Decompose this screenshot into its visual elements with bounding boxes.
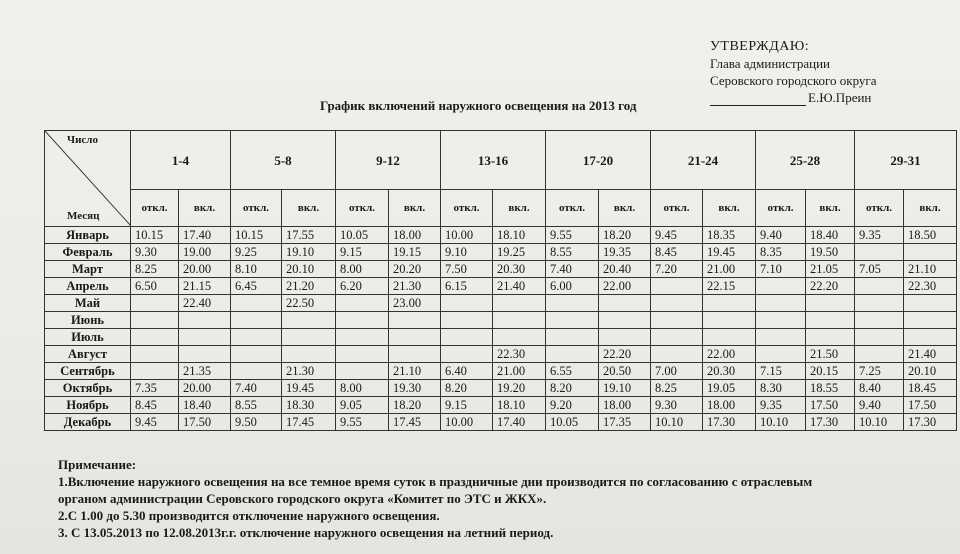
off-time-cell: 9.05: [336, 397, 389, 414]
period-header: 17-20: [546, 131, 651, 190]
table-header-row-periods: [45, 131, 957, 190]
on-time-cell: 22.00: [599, 278, 651, 295]
on-time-cell: [703, 312, 756, 329]
on-time-cell: [904, 295, 957, 312]
off-time-cell: 6.50: [131, 278, 179, 295]
month-cell: Август: [45, 346, 131, 363]
off-time-cell: [441, 295, 493, 312]
off-time-cell: 6.20: [336, 278, 389, 295]
off-time-cell: [756, 346, 806, 363]
approval-title: УТВЕРЖДАЮ:: [710, 39, 810, 54]
on-time-cell: 21.50: [806, 346, 855, 363]
off-time-cell: [546, 346, 599, 363]
off-time-cell: [441, 346, 493, 363]
off-time-cell: [855, 346, 904, 363]
on-header: вкл.: [703, 190, 756, 227]
on-time-cell: 18.50: [904, 227, 957, 244]
on-time-cell: 21.15: [179, 278, 231, 295]
on-time-cell: 19.10: [599, 380, 651, 397]
off-time-cell: 6.40: [441, 363, 493, 380]
off-time-cell: [855, 329, 904, 346]
on-time-cell: 20.10: [282, 261, 336, 278]
on-time-cell: [904, 244, 957, 261]
on-time-cell: 22.15: [703, 278, 756, 295]
off-time-cell: 8.00: [336, 380, 389, 397]
corner-label-day: Число: [67, 134, 98, 146]
on-time-cell: [904, 312, 957, 329]
off-time-cell: 10.00: [441, 227, 493, 244]
on-time-cell: 21.40: [493, 278, 546, 295]
off-time-cell: [131, 329, 179, 346]
table-row: [45, 329, 957, 346]
on-time-cell: 22.20: [599, 346, 651, 363]
off-time-cell: 9.45: [131, 414, 179, 431]
off-time-cell: [231, 329, 282, 346]
on-time-cell: [493, 329, 546, 346]
on-time-cell: 18.30: [282, 397, 336, 414]
signer-name: Е.Ю.Преин: [808, 90, 872, 105]
off-time-cell: 9.50: [231, 414, 282, 431]
off-header: откл.: [441, 190, 493, 227]
off-time-cell: [336, 295, 389, 312]
on-time-cell: 21.35: [179, 363, 231, 380]
off-time-cell: 8.20: [546, 380, 599, 397]
table-row: [45, 295, 957, 312]
month-cell: Февраль: [45, 244, 131, 261]
on-time-cell: 18.10: [493, 397, 546, 414]
on-time-cell: 21.10: [389, 363, 441, 380]
month-cell: Март: [45, 261, 131, 278]
off-time-cell: [651, 346, 703, 363]
off-time-cell: 8.40: [855, 380, 904, 397]
on-time-cell: 17.50: [179, 414, 231, 431]
off-time-cell: 8.55: [546, 244, 599, 261]
off-time-cell: 7.10: [756, 261, 806, 278]
note-line-2: органом администрации Серовского городского округа «Комитет по ЭТС и ЖКХ».: [58, 491, 547, 506]
on-time-cell: 18.10: [493, 227, 546, 244]
off-time-cell: 8.35: [756, 244, 806, 261]
off-time-cell: [756, 295, 806, 312]
off-time-cell: [336, 312, 389, 329]
on-time-cell: 21.30: [389, 278, 441, 295]
table-row: [45, 278, 957, 295]
on-time-cell: 18.20: [389, 397, 441, 414]
off-time-cell: 6.15: [441, 278, 493, 295]
table-row: [45, 244, 957, 261]
month-cell: Май: [45, 295, 131, 312]
table-row: [45, 261, 957, 278]
off-time-cell: [756, 329, 806, 346]
table-header-row-onoff: [45, 190, 957, 227]
off-time-cell: 9.30: [651, 397, 703, 414]
off-time-cell: [131, 363, 179, 380]
off-time-cell: [336, 363, 389, 380]
period-header: 9-12: [336, 131, 441, 190]
on-time-cell: 21.00: [493, 363, 546, 380]
off-time-cell: [231, 312, 282, 329]
off-time-cell: 10.05: [336, 227, 389, 244]
note-line-1: 1.Включение наружного освещения на все темное время суток в праздничные дни производится по согласованию с отраслевым: [58, 474, 813, 489]
on-time-cell: [282, 346, 336, 363]
off-time-cell: 8.10: [231, 261, 282, 278]
off-time-cell: 7.40: [231, 380, 282, 397]
off-time-cell: 7.35: [131, 380, 179, 397]
off-time-cell: [756, 278, 806, 295]
off-time-cell: [651, 329, 703, 346]
on-time-cell: [493, 295, 546, 312]
off-time-cell: 6.00: [546, 278, 599, 295]
table-row: [45, 414, 957, 431]
off-time-cell: 8.30: [756, 380, 806, 397]
off-time-cell: 6.45: [231, 278, 282, 295]
approval-block: [710, 38, 877, 106]
on-time-cell: [806, 329, 855, 346]
on-time-cell: [179, 312, 231, 329]
on-time-cell: 20.15: [806, 363, 855, 380]
on-time-cell: 18.35: [703, 227, 756, 244]
off-time-cell: [651, 295, 703, 312]
on-time-cell: 19.35: [599, 244, 651, 261]
off-time-cell: 9.15: [336, 244, 389, 261]
note-line-3: 2.С 1.00 до 5.30 производится отключение наружного освещения.: [58, 508, 440, 523]
on-time-cell: 17.40: [179, 227, 231, 244]
on-time-cell: 23.00: [389, 295, 441, 312]
on-time-cell: 20.30: [703, 363, 756, 380]
period-header: 1-4: [131, 131, 231, 190]
period-header: 13-16: [441, 131, 546, 190]
month-cell: Ноябрь: [45, 397, 131, 414]
on-time-cell: 17.30: [806, 414, 855, 431]
on-time-cell: [599, 329, 651, 346]
on-time-cell: 19.05: [703, 380, 756, 397]
off-time-cell: 8.20: [441, 380, 493, 397]
on-time-cell: [599, 295, 651, 312]
off-time-cell: 9.55: [546, 227, 599, 244]
period-header: 25-28: [756, 131, 855, 190]
off-header: откл.: [651, 190, 703, 227]
on-time-cell: [806, 295, 855, 312]
on-time-cell: [282, 329, 336, 346]
off-time-cell: [855, 278, 904, 295]
on-time-cell: 20.20: [389, 261, 441, 278]
on-time-cell: 17.50: [904, 397, 957, 414]
on-time-cell: 20.30: [493, 261, 546, 278]
on-time-cell: 20.50: [599, 363, 651, 380]
off-time-cell: [546, 329, 599, 346]
month-cell: Октябрь: [45, 380, 131, 397]
on-time-cell: 17.55: [282, 227, 336, 244]
table-corner-cell: [45, 131, 131, 227]
off-time-cell: [651, 278, 703, 295]
off-time-cell: 7.25: [855, 363, 904, 380]
notes-title: Примечание:: [58, 457, 137, 472]
on-time-cell: [179, 329, 231, 346]
off-header: откл.: [756, 190, 806, 227]
off-time-cell: [336, 346, 389, 363]
off-time-cell: [441, 329, 493, 346]
on-time-cell: [389, 329, 441, 346]
on-time-cell: 18.00: [703, 397, 756, 414]
on-time-cell: 17.45: [282, 414, 336, 431]
on-time-cell: 19.20: [493, 380, 546, 397]
on-time-cell: 19.00: [179, 244, 231, 261]
off-time-cell: 8.45: [651, 244, 703, 261]
on-time-cell: 21.40: [904, 346, 957, 363]
on-time-cell: 17.35: [599, 414, 651, 431]
off-time-cell: [131, 312, 179, 329]
on-time-cell: 17.30: [703, 414, 756, 431]
off-time-cell: 7.50: [441, 261, 493, 278]
on-time-cell: [904, 329, 957, 346]
lighting-schedule-table: [44, 130, 957, 431]
approval-line-1: Глава администрации: [710, 56, 831, 71]
month-cell: Июнь: [45, 312, 131, 329]
off-time-cell: 8.00: [336, 261, 389, 278]
on-time-cell: 22.40: [179, 295, 231, 312]
off-time-cell: 10.10: [651, 414, 703, 431]
on-time-cell: 22.50: [282, 295, 336, 312]
on-time-cell: 21.20: [282, 278, 336, 295]
off-time-cell: 8.55: [231, 397, 282, 414]
off-time-cell: 10.10: [756, 414, 806, 431]
on-time-cell: 18.00: [389, 227, 441, 244]
on-time-cell: 18.00: [599, 397, 651, 414]
on-time-cell: 22.30: [493, 346, 546, 363]
on-time-cell: 19.45: [282, 380, 336, 397]
off-header: откл.: [336, 190, 389, 227]
on-time-cell: [703, 295, 756, 312]
off-time-cell: [336, 329, 389, 346]
on-time-cell: 22.20: [806, 278, 855, 295]
period-header: 29-31: [855, 131, 957, 190]
on-time-cell: [282, 312, 336, 329]
on-header: вкл.: [389, 190, 441, 227]
off-header: откл.: [546, 190, 599, 227]
off-time-cell: 9.15: [441, 397, 493, 414]
table-row: [45, 397, 957, 414]
on-time-cell: 21.05: [806, 261, 855, 278]
corner-label-month: Месяц: [67, 210, 100, 222]
on-time-cell: 21.10: [904, 261, 957, 278]
off-time-cell: 7.00: [651, 363, 703, 380]
on-time-cell: [389, 312, 441, 329]
notes-block: [58, 456, 812, 541]
month-cell: Январь: [45, 227, 131, 244]
month-cell: Сентябрь: [45, 363, 131, 380]
on-time-cell: [806, 312, 855, 329]
off-time-cell: 8.25: [131, 261, 179, 278]
on-time-cell: 19.10: [282, 244, 336, 261]
on-time-cell: 19.45: [703, 244, 756, 261]
on-header: вкл.: [599, 190, 651, 227]
off-time-cell: 9.20: [546, 397, 599, 414]
off-time-cell: 10.00: [441, 414, 493, 431]
off-time-cell: [855, 312, 904, 329]
off-time-cell: 10.15: [131, 227, 179, 244]
off-time-cell: [131, 346, 179, 363]
note-line-4: 3. С 13.05.2013 по 12.08.2013г.г. отключение наружного освещения на летний период.: [58, 525, 554, 540]
off-time-cell: [441, 312, 493, 329]
month-cell: Апрель: [45, 278, 131, 295]
on-header: вкл.: [904, 190, 957, 227]
on-time-cell: 17.40: [493, 414, 546, 431]
off-time-cell: 9.25: [231, 244, 282, 261]
on-time-cell: 22.00: [703, 346, 756, 363]
off-time-cell: [651, 312, 703, 329]
off-time-cell: 10.15: [231, 227, 282, 244]
on-header: вкл.: [493, 190, 546, 227]
on-time-cell: 19.50: [806, 244, 855, 261]
off-time-cell: 9.10: [441, 244, 493, 261]
on-time-cell: 18.20: [599, 227, 651, 244]
table-row: [45, 363, 957, 380]
month-cell: Декабрь: [45, 414, 131, 431]
on-time-cell: 17.30: [904, 414, 957, 431]
month-cell: Июль: [45, 329, 131, 346]
off-time-cell: [546, 295, 599, 312]
approval-line-2: Серовского городского округа: [710, 73, 877, 88]
off-time-cell: [231, 363, 282, 380]
off-time-cell: [231, 295, 282, 312]
off-header: откл.: [231, 190, 282, 227]
on-time-cell: 17.50: [806, 397, 855, 414]
on-time-cell: [703, 329, 756, 346]
on-header: вкл.: [806, 190, 855, 227]
signature-blank: [710, 93, 806, 106]
on-time-cell: 18.40: [806, 227, 855, 244]
off-time-cell: 9.55: [336, 414, 389, 431]
off-time-cell: 9.45: [651, 227, 703, 244]
signature-line: [710, 89, 877, 106]
on-time-cell: 18.45: [904, 380, 957, 397]
table-row: [45, 312, 957, 329]
off-time-cell: [756, 312, 806, 329]
off-time-cell: [131, 295, 179, 312]
table-row: [45, 227, 957, 244]
off-time-cell: 9.40: [756, 227, 806, 244]
table-row: [45, 380, 957, 397]
on-time-cell: 17.45: [389, 414, 441, 431]
off-time-cell: 7.05: [855, 261, 904, 278]
off-time-cell: 10.05: [546, 414, 599, 431]
on-header: вкл.: [282, 190, 336, 227]
off-time-cell: 6.55: [546, 363, 599, 380]
on-time-cell: 20.40: [599, 261, 651, 278]
on-time-cell: [389, 346, 441, 363]
on-time-cell: 18.40: [179, 397, 231, 414]
off-header: откл.: [131, 190, 179, 227]
on-time-cell: 21.00: [703, 261, 756, 278]
off-time-cell: 8.45: [131, 397, 179, 414]
off-time-cell: [855, 295, 904, 312]
off-time-cell: 9.30: [131, 244, 179, 261]
off-time-cell: [855, 244, 904, 261]
off-time-cell: 9.35: [756, 397, 806, 414]
on-time-cell: 19.30: [389, 380, 441, 397]
on-time-cell: 18.55: [806, 380, 855, 397]
table-row: [45, 346, 957, 363]
off-time-cell: 9.40: [855, 397, 904, 414]
on-time-cell: [179, 346, 231, 363]
off-header: откл.: [855, 190, 904, 227]
on-time-cell: [493, 312, 546, 329]
off-time-cell: [546, 312, 599, 329]
off-time-cell: 9.35: [855, 227, 904, 244]
on-time-cell: 19.15: [389, 244, 441, 261]
off-time-cell: 8.25: [651, 380, 703, 397]
on-time-cell: [599, 312, 651, 329]
period-header: 21-24: [651, 131, 756, 190]
on-time-cell: 20.00: [179, 380, 231, 397]
on-time-cell: 22.30: [904, 278, 957, 295]
off-time-cell: 7.20: [651, 261, 703, 278]
off-time-cell: [231, 346, 282, 363]
off-time-cell: 7.40: [546, 261, 599, 278]
on-time-cell: 21.30: [282, 363, 336, 380]
off-time-cell: 7.15: [756, 363, 806, 380]
on-header: вкл.: [179, 190, 231, 227]
on-time-cell: 20.10: [904, 363, 957, 380]
on-time-cell: 19.25: [493, 244, 546, 261]
off-time-cell: 10.10: [855, 414, 904, 431]
period-header: 5-8: [231, 131, 336, 190]
on-time-cell: 20.00: [179, 261, 231, 278]
document-title: График включений наружного освещения на 2013 год: [320, 98, 637, 113]
